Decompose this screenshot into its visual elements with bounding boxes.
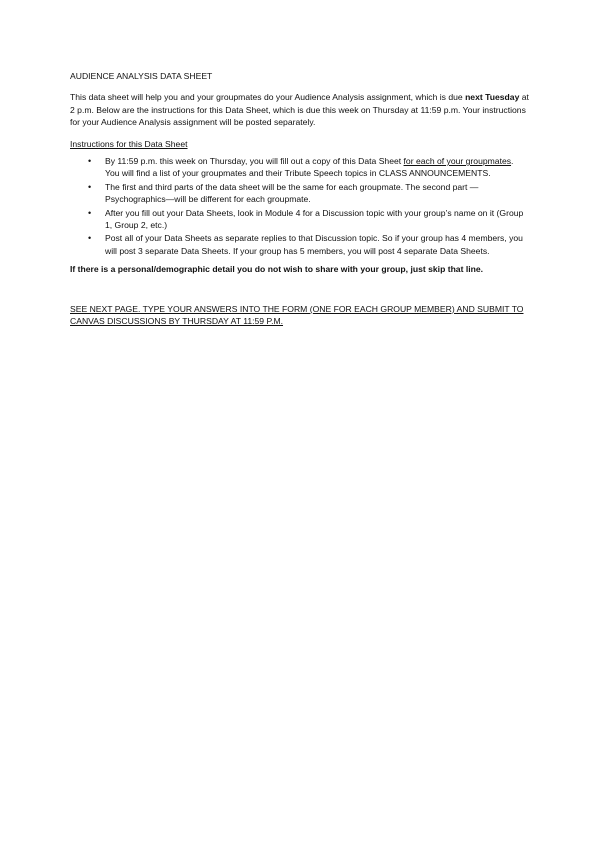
bullet-icon: • <box>88 233 92 244</box>
due-date-emphasis: next Tuesday <box>465 92 520 103</box>
next-page-instruction: SEE NEXT PAGE. TYPE YOUR ANSWERS INTO THE FORM (ONE FOR EACH GROUP MEMBER) AND SUBMIT TO CANVAS DISCUSSIONS BY THURSDAY AT 11:59 P.M. <box>70 303 524 327</box>
bullet-icon: • <box>88 156 92 167</box>
intro-text-start: This data sheet will help you and your groupmates do your Audience Analysis assignment, which is due <box>70 92 466 103</box>
document-title: AUDIENCE ANALYSIS DATA SHEET <box>70 71 213 81</box>
instruction-item <box>70 181 530 206</box>
privacy-note: If there is a personal/demographic detail you do not wish to share with your group, just skip that line. <box>70 264 484 275</box>
instructions-list <box>70 155 530 257</box>
bullet-icon: • <box>88 181 92 192</box>
intro-text-end: at 2 p.m. Below are the instructions for this Data Sheet, which is due this week on Thursday at 11:59 p.m. Your instructions for your Audience Analysis assignment will be posted separately. <box>70 92 529 128</box>
instruction-text-end: . You will find a list of your groupmates and their Tribute Speech topics in CLASS ANNOUNCEMENTS. <box>105 156 514 179</box>
instruction-text: Post all of your Data Sheets as separate replies to that Discussion topic. So if your group has 4 members, you will post 3 separate Data Sheets. If your group has 5 members, you will post 4 separate Data Sheets. <box>105 233 523 256</box>
instruction-item <box>70 155 530 180</box>
instruction-item <box>70 207 530 232</box>
instruction-text-start: By 11:59 p.m. this week on Thursday, you will fill out a copy of this Data Sheet <box>105 156 404 167</box>
instruction-text: The first and third parts of the data sheet will be the same for each groupmate. The second part —Psychographics—will be different for each groupmate. <box>105 181 479 205</box>
bullet-icon: • <box>88 207 92 218</box>
instruction-item <box>70 232 530 257</box>
instructions-heading: Instructions for this Data Sheet <box>70 138 188 149</box>
instruction-text: After you fill out your Data Sheets, look in Module 4 for a Discussion topic with your group’s name on it (Group 1, Group 2, etc.) <box>105 207 524 231</box>
instruction-underlined-text: for each of your groupmates <box>403 156 512 167</box>
document-content <box>70 70 530 328</box>
intro-paragraph <box>70 91 530 128</box>
